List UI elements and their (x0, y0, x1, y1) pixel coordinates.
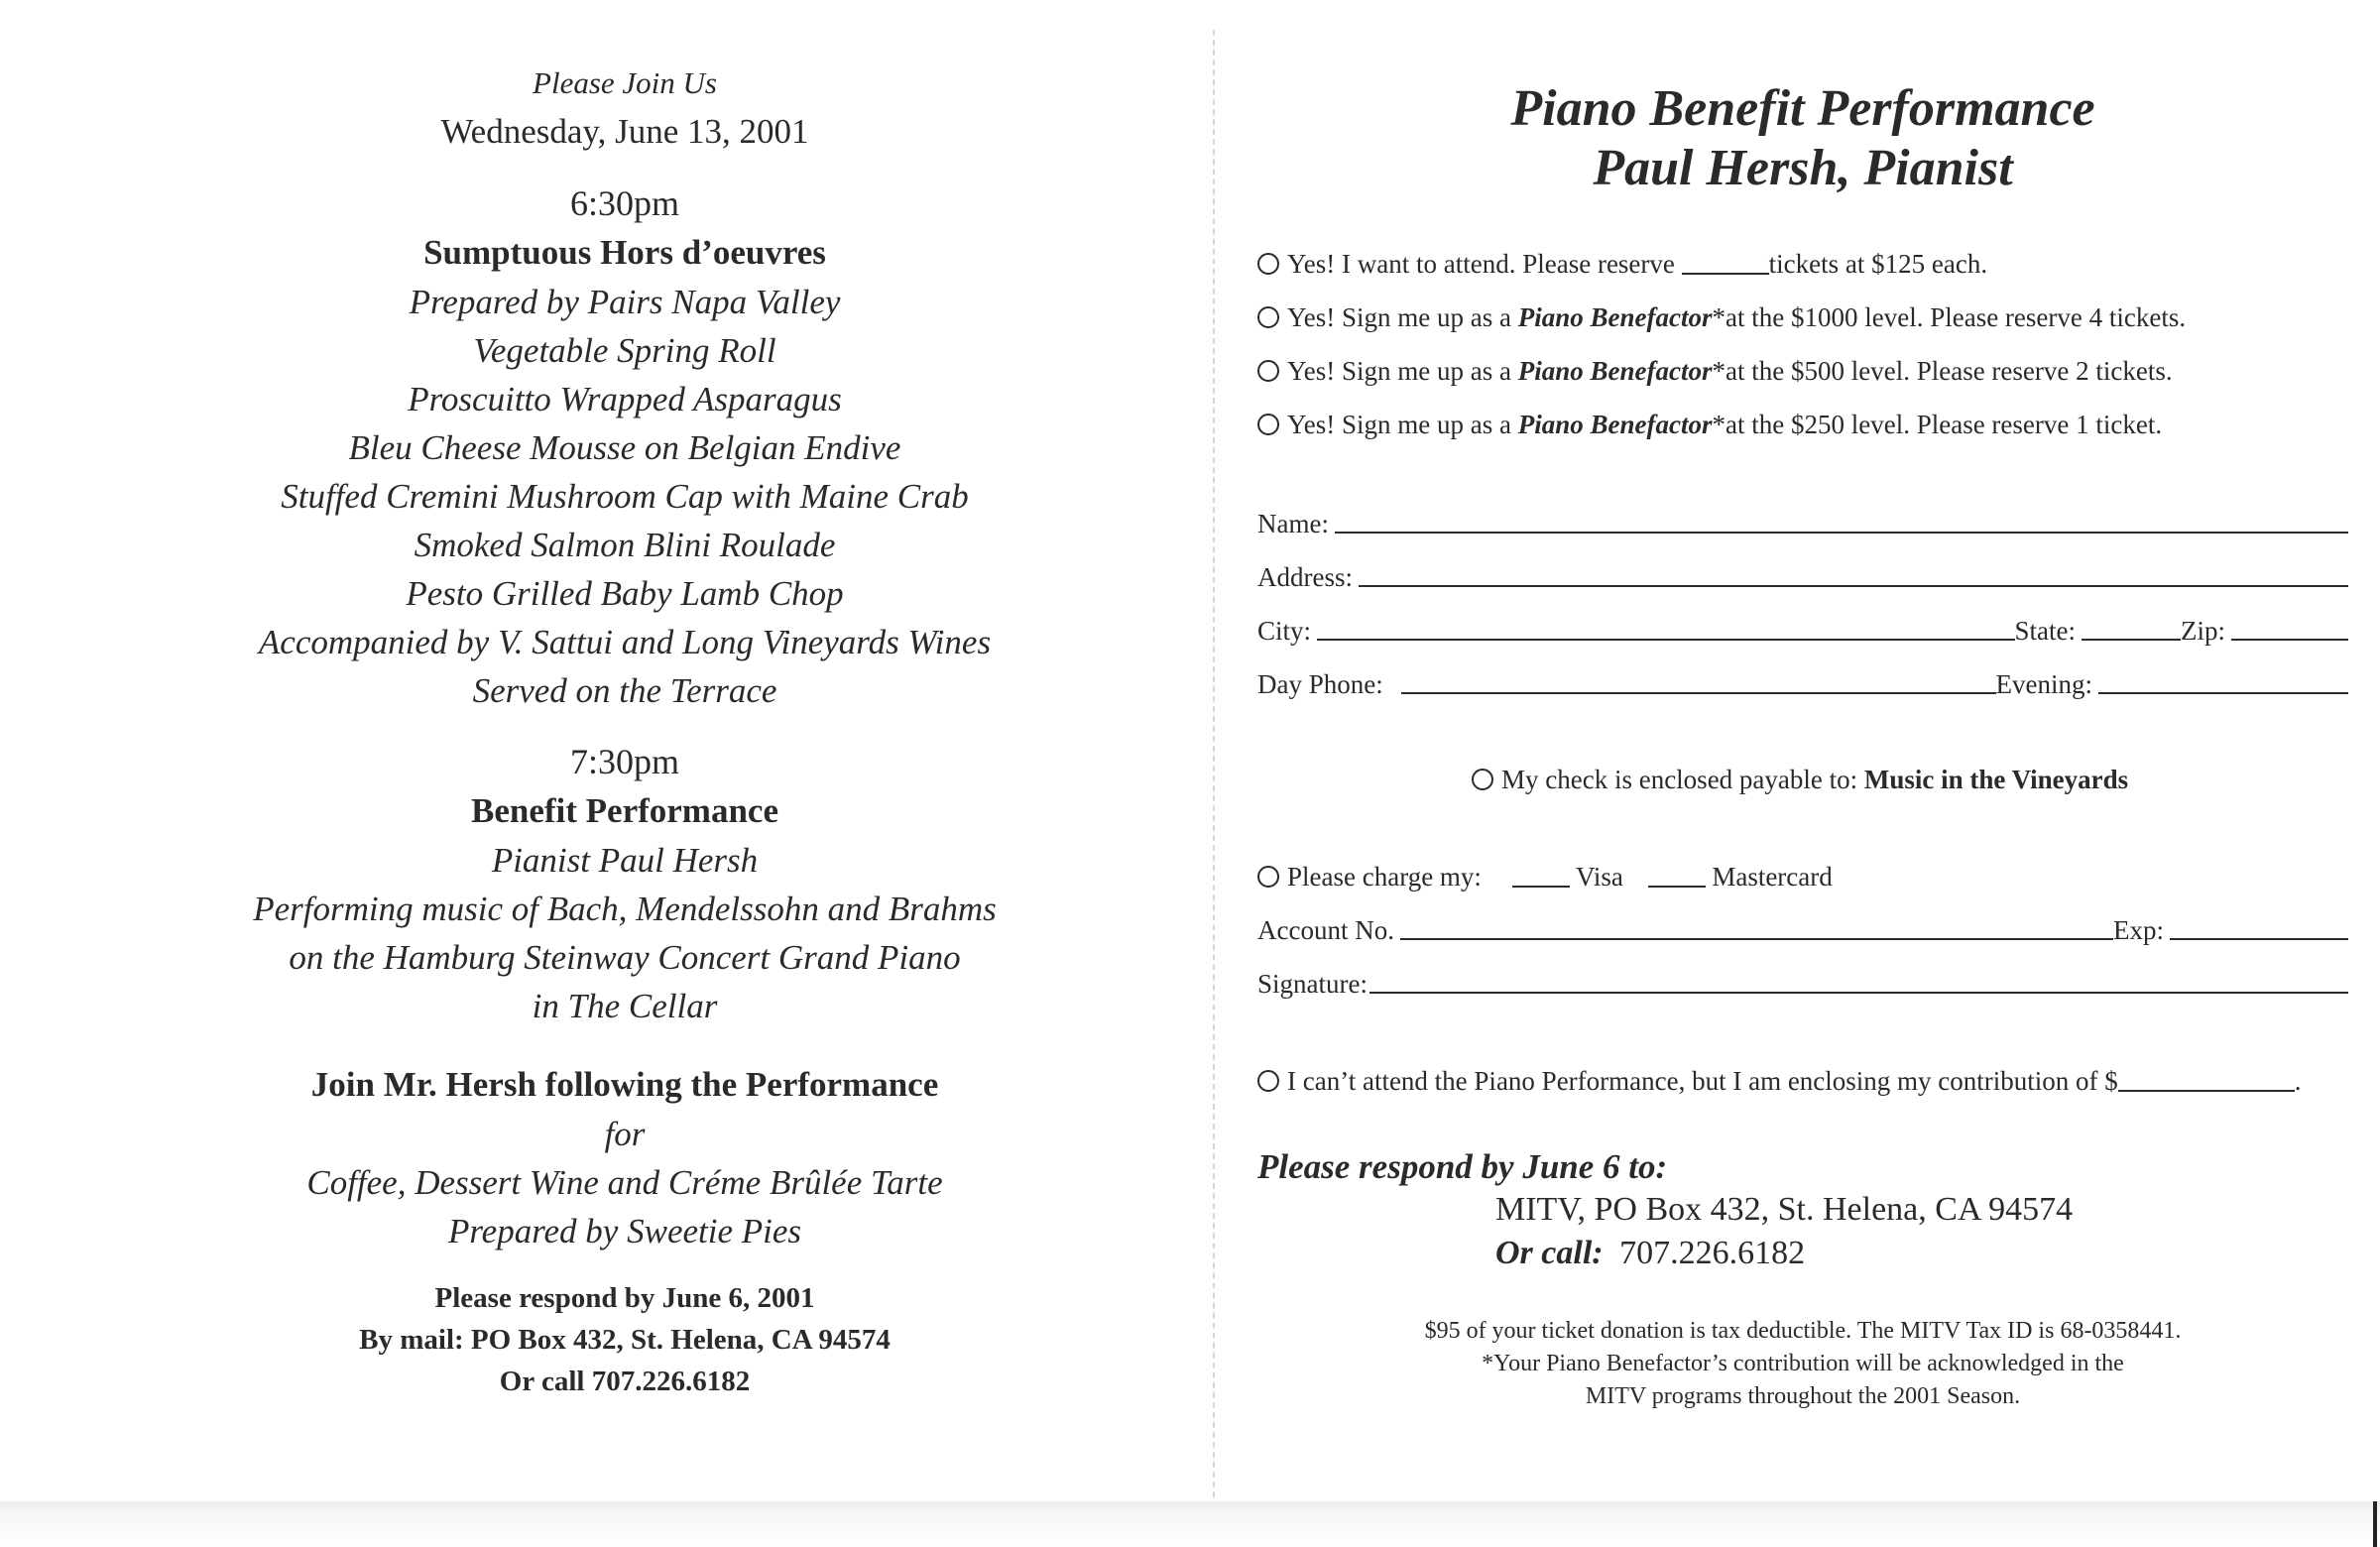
call-text: Or call 707.226.6182 (499, 1366, 751, 1397)
menu-item: Vegetable Spring Roll (473, 331, 776, 370)
fine-print: $95 of your ticket donation is tax deductible. The MITV Tax ID is 68-0358441. *Your Piano Benefactor’s contribution will be acknowledged in the MITV programs throughout the 2001 Season. (1424, 1318, 2182, 1409)
performance-line: on the Hamburg Steinway Concert Grand Piano (289, 938, 961, 977)
exp-field[interactable] (2170, 916, 2348, 940)
section-title-hors-doeuvres: Sumptuous Hors d’oeuvres (423, 233, 826, 272)
dessert-line: Prepared by Sweetie Pies (447, 1212, 802, 1250)
option-contribution[interactable]: I can’t attend the Piano Performance, but I am enclosing my contribution of $ . (1257, 1065, 2302, 1097)
radio-circle-icon[interactable] (1257, 360, 1279, 382)
respond-by-text: Please respond by June 6, 2001 (434, 1282, 815, 1314)
ticket-count-blank[interactable] (1682, 251, 1769, 275)
scan-edge (0, 1501, 2380, 1547)
radio-circle-icon[interactable] (1257, 866, 1279, 888)
form-title: Piano Benefit Performance (1510, 80, 2095, 137)
city-row (1257, 615, 2348, 647)
option-attend[interactable]: Yes! I want to attend. Please reserve tickets at $125 each. (1257, 248, 1987, 280)
time-2: 7:30pm (569, 742, 679, 781)
state-label: State: (2014, 616, 2076, 646)
scan-edge-mark (2373, 1501, 2377, 1547)
evening-label: Evening: (1995, 669, 2092, 699)
radio-circle-icon[interactable] (1257, 414, 1279, 435)
address-label: Address: (1257, 562, 1353, 592)
menu-item: Stuffed Cremini Mushroom Cap with Maine Crab (281, 477, 969, 516)
menu-item: Smoked Salmon Blini Roulade (414, 526, 836, 564)
account-field[interactable] (1400, 916, 2113, 940)
menu-item: Prepared by Pairs Napa Valley (409, 283, 841, 321)
menu-item: Served on the Terrace (472, 671, 777, 710)
address-row (1257, 561, 2348, 593)
evening-phone-field[interactable] (2098, 670, 2348, 694)
menu-item: Pesto Grilled Baby Lamb Chop (406, 574, 844, 613)
phone-line: Or call: 707.226.6182 (1495, 1235, 1806, 1271)
form-subtitle: Paul Hersh, Pianist (1593, 140, 2013, 196)
city-label: City: (1257, 616, 1312, 646)
invitation-panel (218, 60, 1031, 1402)
radio-circle-icon[interactable] (1257, 253, 1279, 275)
radio-circle-icon[interactable] (1257, 1070, 1279, 1092)
event-date: Wednesday, June 13, 2001 (440, 112, 809, 151)
menu-item: Proscuitto Wrapped Asparagus (408, 380, 842, 418)
contribution-amount-blank[interactable] (2118, 1068, 2295, 1092)
signature-field[interactable] (1369, 970, 2348, 994)
menu-item: Accompanied by V. Sattui and Long Vineyards Wines (258, 623, 992, 661)
mailing-address: MITV, PO Box 432, St. Helena, CA 94574 (1495, 1191, 2074, 1228)
mastercard-blank[interactable] (1648, 864, 1706, 888)
section-title-reception: Join Mr. Hersh following the Performance (310, 1065, 939, 1104)
menu-item: Bleu Cheese Mousse on Belgian Endive (348, 428, 901, 467)
option-charge[interactable]: Please charge my: Visa Mastercard (1257, 861, 1833, 892)
zip-field[interactable] (2231, 617, 2348, 641)
phone-row (1257, 668, 2348, 700)
performance-line: Pianist Paul Hersh (491, 841, 759, 880)
visa-blank[interactable] (1512, 864, 1570, 888)
reservation-form (1257, 79, 2348, 1409)
name-row (1257, 508, 2348, 539)
signature-row (1257, 968, 2348, 1000)
time-1: 6:30pm (569, 183, 679, 223)
option-benefactor-1000[interactable]: Yes! Sign me up as a Piano Benefactor*at the $1000 level. Please reserve 4 tickets. (1257, 301, 2186, 333)
address-field[interactable] (1359, 563, 2348, 587)
option-benefactor-250[interactable]: Yes! Sign me up as a Piano Benefactor*at the $250 level. Please reserve 1 ticket. (1257, 409, 2162, 440)
dessert-line: Coffee, Dessert Wine and Créme Brûlée Tarte (306, 1163, 943, 1202)
performance-line: in The Cellar (532, 987, 718, 1025)
respond-heading: Please respond by June 6 to: (1257, 1147, 1668, 1186)
mail-address-text: By mail: PO Box 432, St. Helena, CA 94574 (359, 1324, 891, 1356)
account-label: Account No. (1257, 915, 1394, 945)
city-field[interactable] (1317, 617, 2014, 641)
option-check[interactable]: My check is enclosed payable to: Music in the Vineyards (1472, 764, 2128, 795)
signature-label: Signature: (1257, 969, 1368, 999)
radio-circle-icon[interactable] (1472, 769, 1493, 790)
option-benefactor-500[interactable]: Yes! Sign me up as a Piano Benefactor*at the $500 level. Please reserve 2 tickets. (1257, 355, 2173, 387)
day-phone-field[interactable] (1401, 670, 1996, 694)
radio-circle-icon[interactable] (1257, 306, 1279, 328)
name-field[interactable] (1335, 510, 2348, 534)
section-title-performance: Benefit Performance (471, 791, 778, 830)
fold-line (1213, 30, 1215, 1497)
name-label: Name: (1257, 509, 1329, 538)
for-text: for (604, 1115, 646, 1153)
intro-text: Please Join Us (533, 65, 717, 100)
performance-line: Performing music of Bach, Mendelssohn and Brahms (253, 890, 997, 928)
exp-label: Exp: (2113, 915, 2164, 945)
state-field[interactable] (2082, 617, 2181, 641)
zip-label: Zip: (2181, 616, 2225, 646)
account-row (1257, 914, 2348, 946)
day-phone-label: Day Phone: (1257, 669, 1383, 699)
